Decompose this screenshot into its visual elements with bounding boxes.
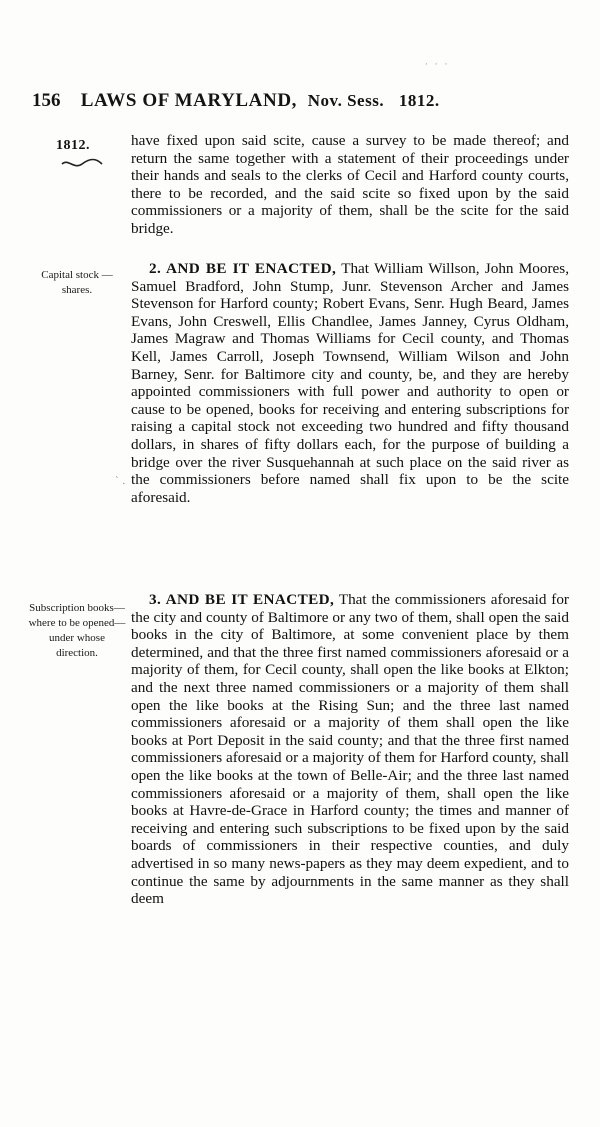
margin-note-subscription-books: Subscription books—where to be opened— under whose direction.	[28, 602, 126, 659]
section-2	[131, 260, 569, 506]
running-title: LAWS OF MARYLAND,	[80, 90, 297, 111]
flourish-ornament	[60, 158, 104, 170]
session-label: Nov. Sess.	[307, 91, 385, 110]
section-3-text: That the commissioners aforesaid for the city and county of Baltimore or any two of them, shall open the said books in the city of Baltimore, at some convenient place by them determined, and that the three first named commissioners aforesaid or a majority of them, for Cecil county, shall open the like books at Elkton; and the next three named commissioners or a majority of them shall open the like books at the Rising Sun; and the three last named commissioners aforesaid or a majority of them shall open the like books at Port Deposit in the said county; and that the three first named commissioners aforesaid or a majority of them for Harford county, shall open the like books at the town of Belle-Air; and the three last named commissioners aforesaid or a majority of them, shall open the like books at Havre-de-Grace in Harford county; the times and manner of receiving and entering such subscriptions to be fixed upon by the said boards of commissioners in their respective counties, and duly advertised in so many news-papers as they may deem expedient, and to continue the same by adjournments in the same manner as they shall deem	[131, 591, 569, 908]
margin-year: 1812.	[56, 138, 90, 153]
stray-print-mark: ` .	[115, 477, 126, 487]
section-3-paragraph	[131, 591, 569, 908]
session-year: 1812.	[398, 91, 440, 110]
section-3	[131, 591, 569, 908]
section-2-paragraph	[131, 260, 569, 506]
paragraph-1: have fixed upon said scite, cause a survey to be made thereof; and return the same together with a statement of their proceedings under their hands and seals to the clerks of Cecil and Harford county courts, there to be recorded, and the said scite so fixed upon by the said commissioners or a majority of them, shall be the scite for the said bridge.	[131, 132, 569, 237]
running-head	[32, 90, 512, 112]
page-number: 156	[32, 90, 61, 111]
section-3-lead: 3. AND BE IT ENACTED,	[149, 591, 335, 608]
continued-paragraph	[131, 132, 569, 238]
margin-note-capital-stock: Capital stock —shares.	[41, 269, 113, 296]
section-2-lead: 2. AND BE IT ENACTED,	[149, 260, 337, 277]
section-2-text: That William Willson, John Moores, Samuel Bradford, John Stump, Junr. Stevenson Archer and James Stevenson for Harford county; Robert Evans, Senr. Hugh Beard, James Evans, John Creswell, Ellis Chandlee, James Janney, Cyrus Oldham, James Magraw and Thomas Williams for Cecil county, and Thomas Kell, James Carroll, Joseph Townsend, William Wilson and John Barney, Senr. for Baltimore city and county, be, and they are hereby appointed commissioners with full power and authority to open or cause to be opened, books for receiving and entering subscriptions for raising a capital stock not exceeding two hundred and fifty thousand dollars, in shares of fifty dollars each, for the purpose of building a bridge over the river Susquehannah at such place on the said river as the commissioners before named shall fix upon to be the scite aforesaid.	[131, 260, 569, 506]
page-speckle: · · ·	[425, 60, 450, 70]
